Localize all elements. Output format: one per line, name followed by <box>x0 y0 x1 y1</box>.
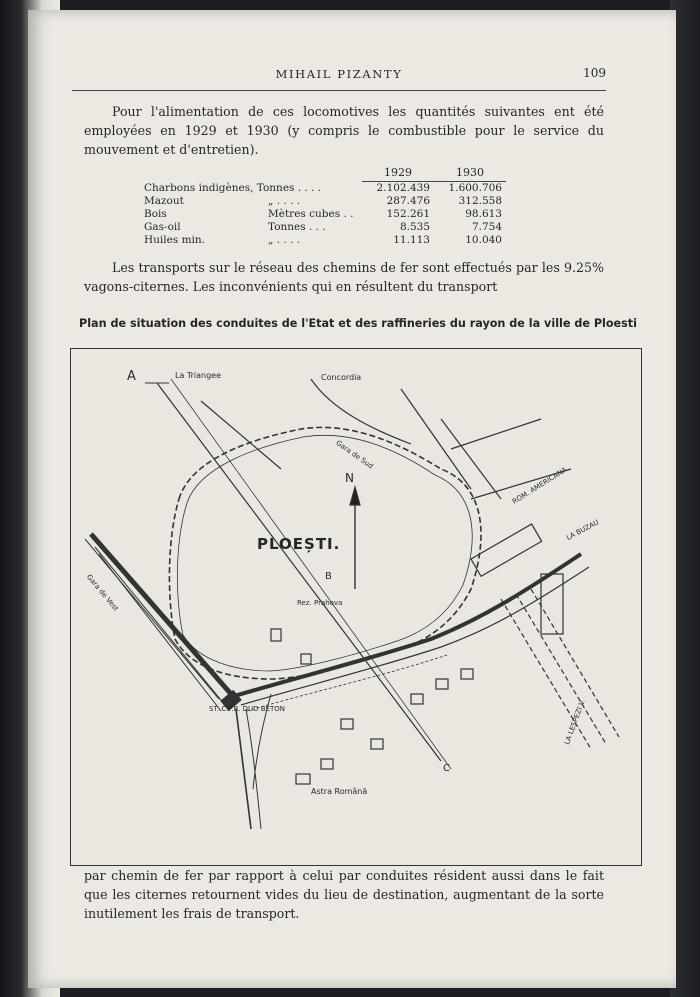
value-cell: 2.102.439 <box>376 182 430 194</box>
point-c-label: C <box>443 763 450 774</box>
product-cell: Huiles min. <box>144 234 205 246</box>
running-header <box>72 62 606 91</box>
value-cell: 11.113 <box>393 234 430 246</box>
paragraph-empty-return: par chemin de fer par rapport à celui par conduites résident aussi dans le fait que les citernes retournent vides du lieu de destination, augmentant de la sorte inutilement les frais de transport. <box>84 868 604 921</box>
astra-romana-label: Astra Română <box>311 787 368 796</box>
value-cell: 10.040 <box>465 234 502 246</box>
table-row <box>140 208 506 221</box>
table-header-row <box>140 166 506 182</box>
north-label: N <box>345 471 354 485</box>
value-cell: 152.261 <box>386 208 430 220</box>
la-triangee-label: La Triangee <box>175 371 222 380</box>
author-name: MIHAIL PIZANTY <box>275 67 403 81</box>
fuel-consumption-table <box>140 166 506 247</box>
value-cell: 1.600.706 <box>448 182 502 194</box>
page-number: 109 <box>583 66 606 80</box>
point-b-label: B <box>325 571 332 582</box>
unit-cell: „ . . . . <box>268 195 301 207</box>
year-header: 1930 <box>434 166 506 182</box>
la-buzau-label: LA BUZAU <box>565 518 601 543</box>
rez-prahova-label: Rez. Prahova <box>297 599 343 607</box>
product-cell: Mazout <box>144 195 184 207</box>
paragraph-locomotive-fuel <box>84 102 604 159</box>
concordia-label: Concordia <box>321 373 362 382</box>
railway-bundle-west <box>91 534 231 694</box>
unit-cell: Mètres cubes . . <box>268 208 354 220</box>
value-cell: 98.613 <box>465 208 502 220</box>
gara-de-sud-label: Gara de Sud <box>334 439 375 471</box>
city-label: PLOEȘTI. <box>257 535 341 553</box>
table-row <box>140 195 506 208</box>
point-a-label: A <box>127 369 136 384</box>
table-row <box>140 234 506 247</box>
table-row <box>140 182 506 196</box>
unit-cell: „ . . . . <box>268 234 301 246</box>
ploesti-pipeline-map <box>70 348 642 866</box>
product-cell: Gas-oil <box>144 221 181 233</box>
la-lespezi-label: LA LESPEZI V. <box>563 698 587 746</box>
value-cell: 287.476 <box>386 195 430 207</box>
ring-railway <box>169 427 481 679</box>
value-cell: 7.754 <box>471 221 502 233</box>
main-pipeline-east <box>231 554 581 697</box>
paragraph-text: Pour l'alimentation de ces locomotives les quantités suivantes ent été employées en 1929 et 1930 (y compris le combustible pour le service du mouvement et d'entretien). <box>84 104 604 157</box>
book-page <box>28 10 676 988</box>
gara-de-vest-label: Gara de Vest <box>84 573 120 613</box>
year-header: 1929 <box>362 166 434 182</box>
rom-americana-label: ROM. AMERICANA <box>511 465 569 506</box>
product-cell: Bois <box>144 208 167 220</box>
value-cell: 312.558 <box>458 195 502 207</box>
table-row <box>140 221 506 234</box>
map-title: Plan de situation des conduites de l'Etat et des raffineries du rayon de la ville de Ploesti <box>79 317 637 330</box>
value-cell: 8.535 <box>399 221 430 233</box>
st-cfr-label: ST. C.F.R. DUD BETON <box>209 705 286 713</box>
paragraph-tank-wagons <box>84 258 604 296</box>
paragraph-text: Les transports sur le réseau des chemins de fer sont effectués par les 9.25% vagons-citernes. Les inconvénients qui en résultent du transport <box>84 260 604 294</box>
unit-cell: Tonnes . . . <box>268 221 326 233</box>
product-cell: Charbons indigènes, Tonnes . . . . <box>144 181 322 194</box>
